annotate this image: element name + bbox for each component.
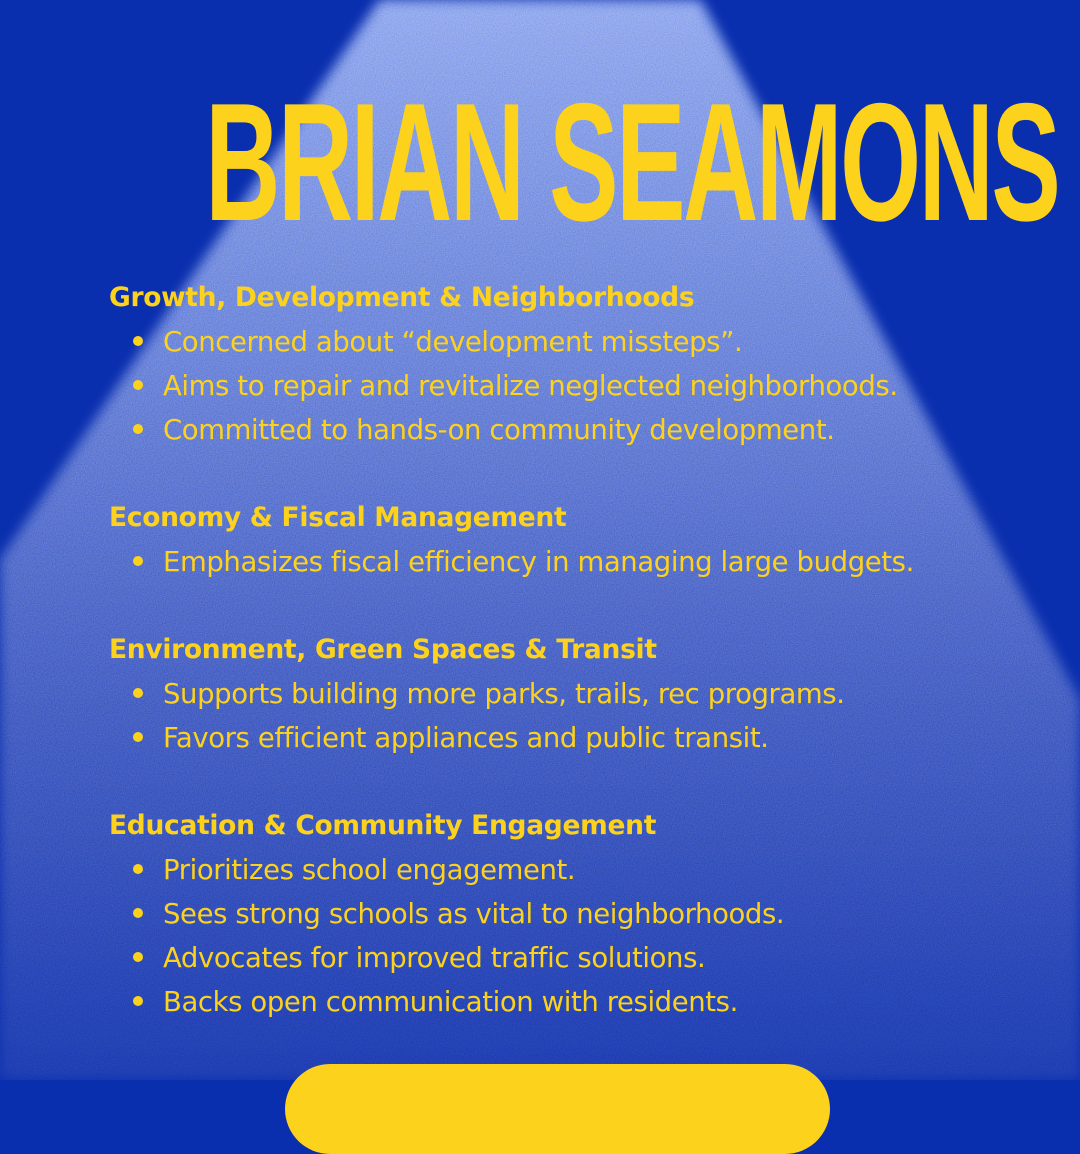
bullet-text: Sees strong schools as vital to neighborhoods. xyxy=(163,898,785,930)
section-heading: Education & Community Engagement xyxy=(109,810,657,841)
bullet-text: Favors efficient appliances and public transit. xyxy=(163,722,769,754)
section-growth xyxy=(109,280,1059,456)
bullet-dot-icon xyxy=(133,380,143,390)
section-economy xyxy=(109,500,1059,588)
bullet-dot-icon xyxy=(133,336,143,346)
bullet-item xyxy=(109,984,1059,1028)
section-environment xyxy=(109,632,1059,764)
bullet-list xyxy=(109,852,1059,1028)
bullet-dot-icon xyxy=(133,908,143,918)
bullet-dot-icon xyxy=(133,996,143,1006)
bullet-dot-icon xyxy=(133,424,143,434)
bullet-dot-icon xyxy=(133,952,143,962)
bullet-list xyxy=(109,324,1059,456)
bullet-text: Committed to hands-on community development. xyxy=(163,414,835,446)
bullet-item xyxy=(109,412,1059,456)
bullet-dot-icon xyxy=(133,732,143,742)
candidate-name: BRIAN SEAMONS xyxy=(205,68,1059,256)
bullet-item xyxy=(109,896,1059,940)
bullet-dot-icon xyxy=(133,556,143,566)
bullet-list xyxy=(109,676,1059,764)
bullet-item xyxy=(109,324,1059,368)
section-heading: Environment, Green Spaces & Transit xyxy=(109,634,657,665)
section-heading: Growth, Development & Neighborhoods xyxy=(109,282,695,313)
cta-pill-shape xyxy=(285,1064,830,1154)
bullet-text: Backs open communication with residents. xyxy=(163,986,738,1018)
section-education xyxy=(109,808,1059,1028)
bullet-item xyxy=(109,368,1059,412)
section-heading: Economy & Fiscal Management xyxy=(109,502,567,533)
bullet-item xyxy=(109,720,1059,764)
bullet-item xyxy=(109,544,1059,588)
bullet-item xyxy=(109,852,1059,896)
bullet-item xyxy=(109,940,1059,984)
bullet-text: Prioritizes school engagement. xyxy=(163,854,576,886)
bullet-dot-icon xyxy=(133,688,143,698)
bullet-dot-icon xyxy=(133,864,143,874)
bullet-text: Advocates for improved traffic solutions. xyxy=(163,942,706,974)
bullet-list xyxy=(109,544,1059,588)
bullet-item xyxy=(109,676,1059,720)
bullet-text: Supports building more parks, trails, rec programs. xyxy=(163,678,845,710)
bullet-text: Aims to repair and revitalize neglected neighborhoods. xyxy=(163,370,898,402)
bullet-text: Concerned about “development missteps”. xyxy=(163,326,743,358)
bullet-text: Emphasizes fiscal efficiency in managing large budgets. xyxy=(163,546,914,578)
